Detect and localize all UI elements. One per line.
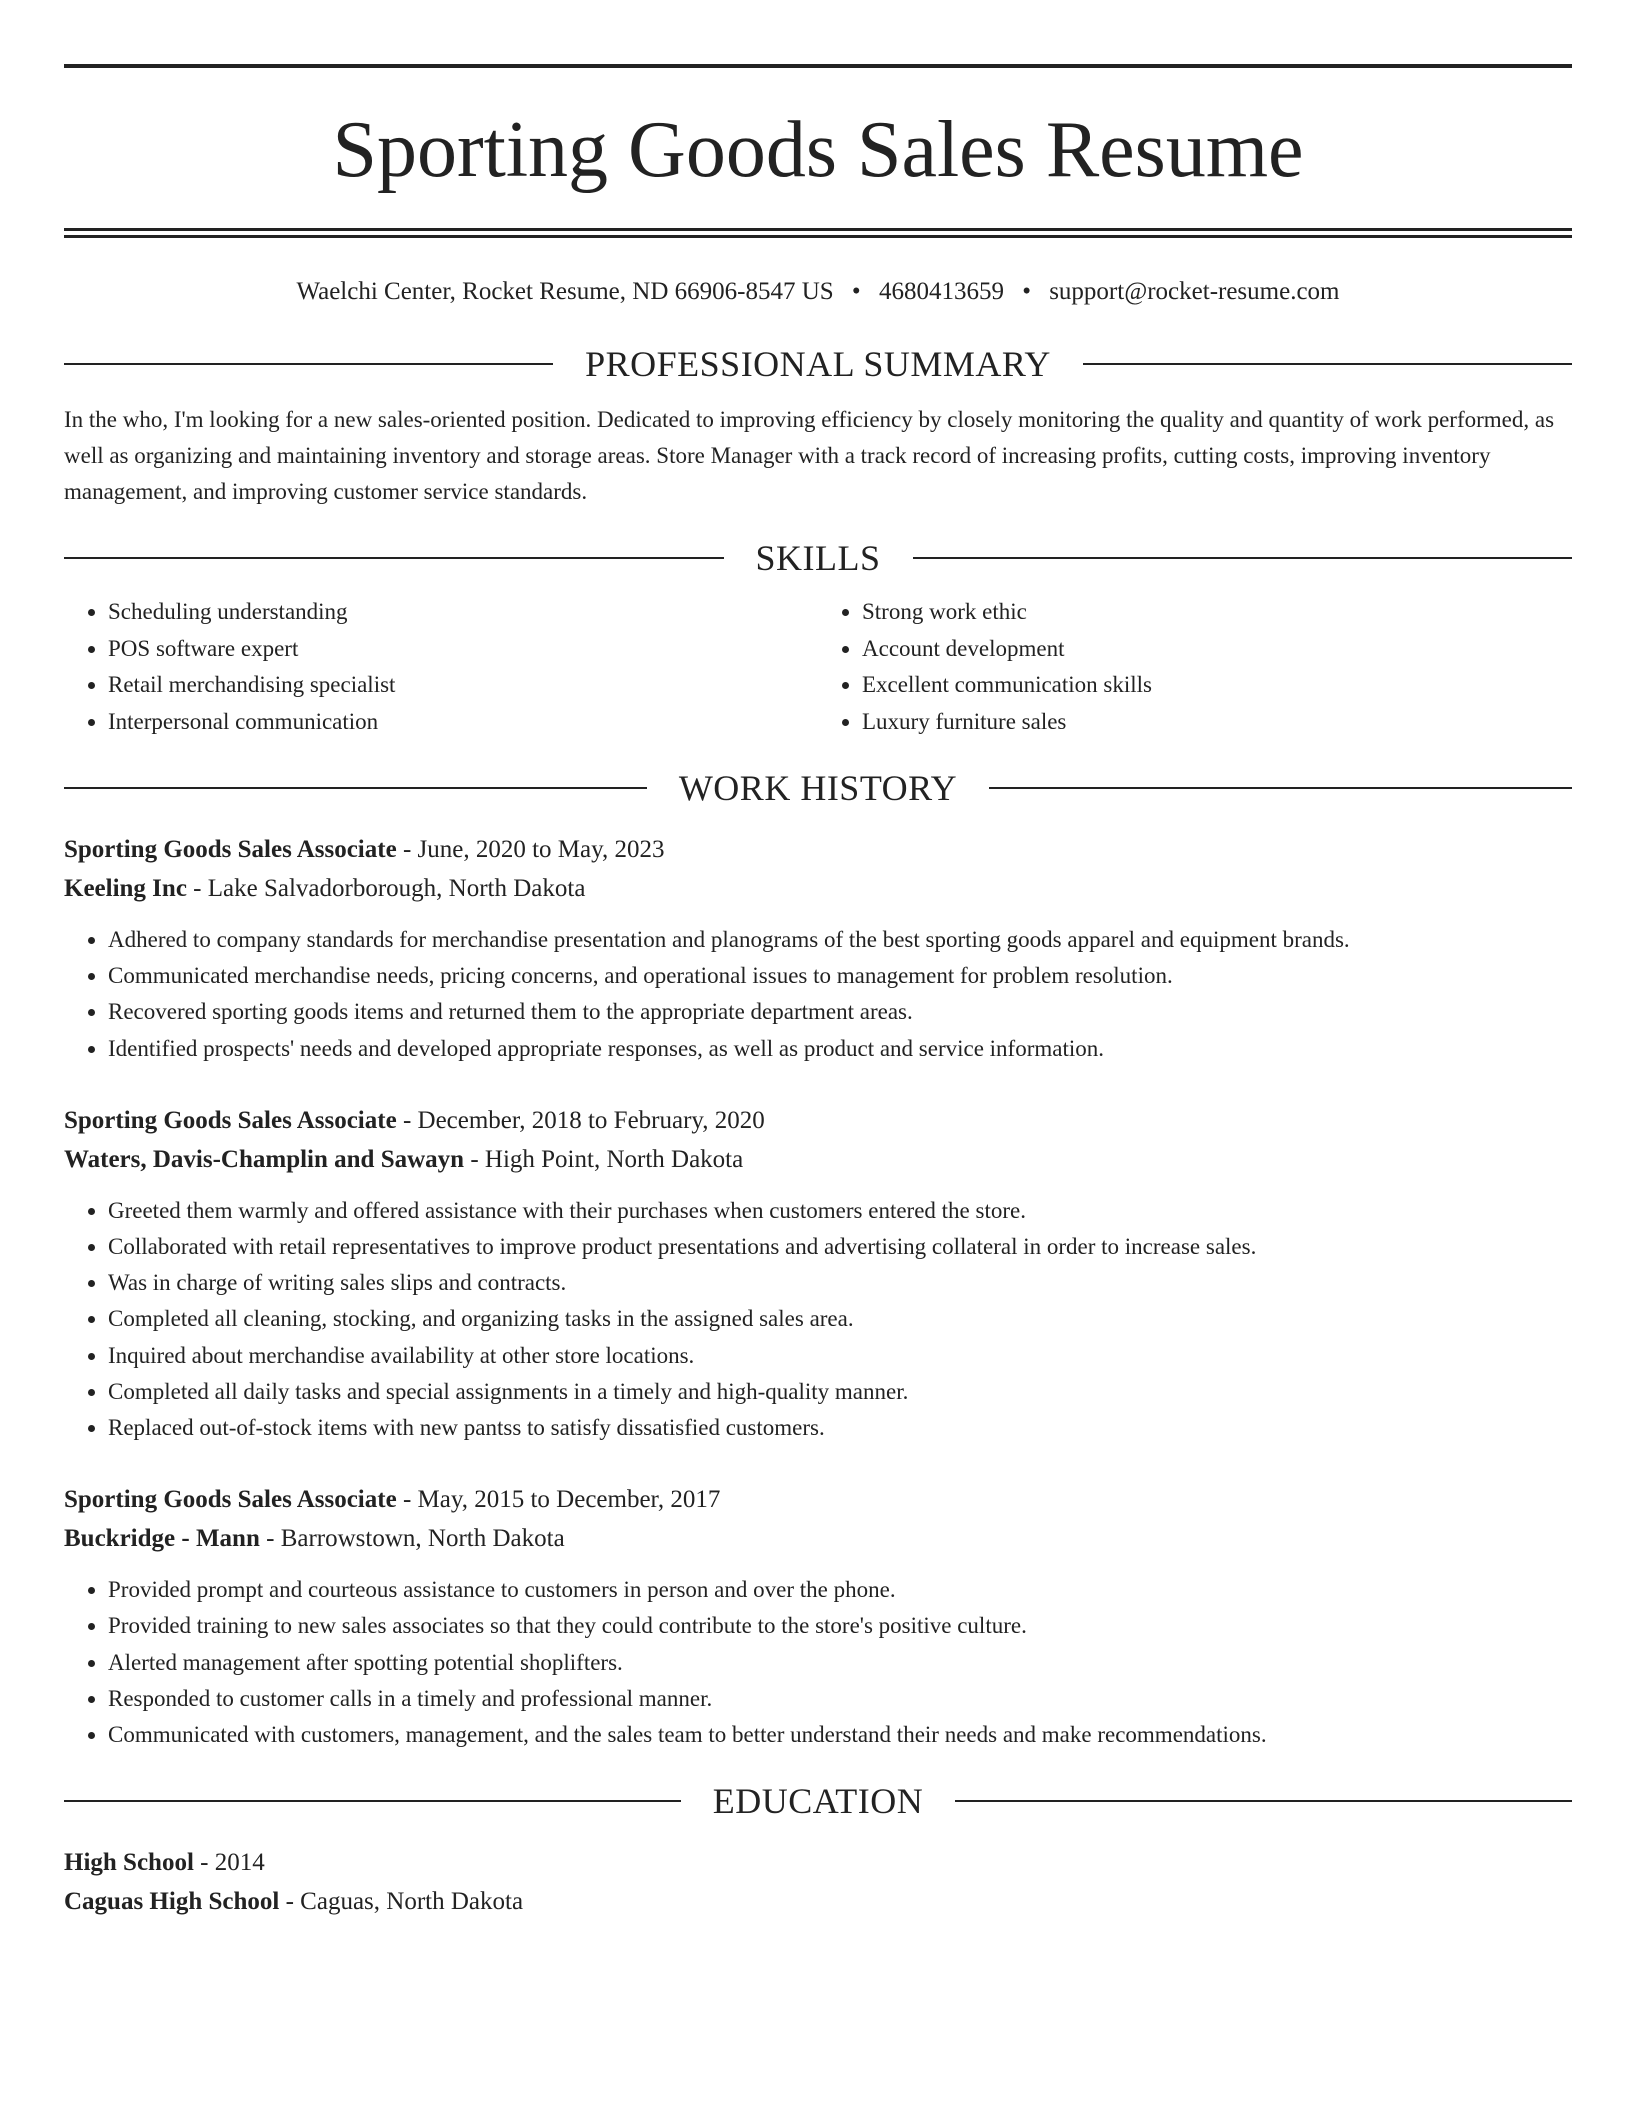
job-location: Lake Salvadorborough, North Dakota [207, 875, 586, 902]
job-duties [64, 922, 1572, 1067]
education-location: Caguas, North Dakota [300, 1888, 524, 1916]
job-entry [64, 830, 1572, 1067]
duty-item: • Communicated merchandise needs, pricing concerns, and operational issues to management for problem resolution. [108, 958, 1572, 994]
job-duties [64, 1193, 1572, 1446]
job-entry [64, 1101, 1572, 1446]
dash: - [470, 1145, 479, 1173]
job-company-line [64, 869, 1572, 908]
job-company-line [64, 1519, 1572, 1558]
education-degree: High School [64, 1849, 194, 1877]
dash: - [402, 1106, 412, 1134]
skills-list [64, 594, 1572, 740]
education-year: 2014 [214, 1849, 265, 1877]
section-title: SKILLS [755, 538, 881, 578]
education-entry [64, 1843, 1572, 1921]
skill-item: • Scheduling understanding [108, 594, 818, 631]
duty-item: • Inquired about merchandise availability at other store locations. [108, 1338, 1572, 1374]
duty-item: • Alerted management after spotting potential shoplifters. [108, 1645, 1572, 1681]
job-location: Barrowstown, North Dakota [280, 1525, 565, 1553]
job-dates: December, 2018 to February, 2020 [417, 1106, 765, 1134]
dash: - [200, 1849, 209, 1877]
skill-item: • Strong work ethic [862, 594, 1572, 631]
job-location: High Point, North Dakota [484, 1145, 744, 1173]
title-double-rule [64, 228, 1572, 238]
dash: - [266, 1525, 275, 1553]
job-company: Keeling Inc [64, 875, 187, 902]
contact-phone: 4680413659 [878, 278, 1004, 305]
job-company: Buckridge - Mann [64, 1525, 260, 1553]
skills-column-right [818, 594, 1572, 740]
education-school-line [64, 1882, 1572, 1921]
duty-item: • Communicated with customers, management, and the sales team to better understand their needs and make recommendations. [108, 1717, 1572, 1753]
top-rule [64, 64, 1572, 68]
job-title-line [64, 830, 1572, 869]
section-heading-summary [64, 342, 1572, 386]
contact-address: Waelchi Center, Rocket Resume, ND 66906-8547 US [296, 278, 834, 305]
duty-item: • Collaborated with retail representatives to improve product presentations and advertising collateral in order to increase sales. [108, 1229, 1572, 1265]
duty-item: • Recovered sporting goods items and returned them to the appropriate department areas. [108, 994, 1572, 1030]
job-title-line [64, 1101, 1572, 1140]
job-title-line [64, 1480, 1572, 1519]
heading-rule [913, 557, 1573, 559]
contact-separator: • [1022, 278, 1031, 305]
dash: - [193, 875, 202, 902]
job-company: Waters, Davis-Champlin and Sawayn [64, 1145, 465, 1173]
job-title: Sporting Goods Sales Associate [64, 1106, 397, 1134]
resume-title: Sporting Goods Sales Resume [332, 106, 1304, 194]
duty-item: • Adhered to company standards for merchandise presentation and planograms of the best sporting goods apparel and equipment brands. [108, 922, 1572, 958]
education-school: Caguas High School [64, 1888, 280, 1916]
skill-item: • POS software expert [108, 631, 818, 668]
skill-item: • Account development [862, 631, 1572, 668]
job-company-line [64, 1140, 1572, 1179]
job-entry [64, 1480, 1572, 1753]
skill-item: • Retail merchandising specialist [108, 667, 818, 704]
duty-item: • Replaced out-of-stock items with new pantss to satisfy dissatisfied customers. [108, 1410, 1572, 1446]
skill-item: • Interpersonal communication [108, 704, 818, 741]
heading-rule [64, 363, 553, 365]
contact-separator: • [851, 278, 861, 305]
job-dates: June, 2020 to May, 2023 [417, 836, 665, 863]
job-title: Sporting Goods Sales Associate [64, 836, 397, 863]
section-heading-education [64, 1779, 1572, 1823]
heading-rule [955, 1800, 1572, 1802]
duty-item: • Completed all cleaning, stocking, and organizing tasks in the assigned sales area. [108, 1301, 1572, 1337]
section-heading-skills [64, 536, 1572, 580]
skill-item: • Excellent communication skills [862, 667, 1572, 704]
job-dates: May, 2015 to December, 2017 [417, 1486, 721, 1514]
heading-rule [64, 1800, 681, 1802]
duty-item: • Provided prompt and courteous assistance to customers in person and over the phone. [108, 1572, 1572, 1608]
duty-item: • Responded to customer calls in a timely and professional manner. [108, 1681, 1572, 1717]
section-title: WORK HISTORY [678, 768, 958, 808]
job-title: Sporting Goods Sales Associate [64, 1486, 397, 1514]
dash: - [402, 1486, 412, 1514]
contact-line [64, 276, 1572, 308]
heading-rule [989, 787, 1572, 789]
education-degree-line [64, 1843, 1572, 1882]
contact-email: support@rocket-resume.com [1049, 278, 1340, 305]
section-title: PROFESSIONAL SUMMARY [585, 344, 1051, 384]
heading-rule [1083, 363, 1572, 365]
duty-item: • Identified prospects' needs and developed appropriate responses, as well as product and service information. [108, 1031, 1572, 1067]
heading-rule [64, 787, 647, 789]
summary-text: In the who, I'm looking for a new sales-oriented position. Dedicated to improving efficiency by closely monitoring the quality and quantity of work performed, as well as organizing and maintaining inventory and storage areas. Store Manager with a track record of increasing profits, cutting costs, improving inventory management, and improving customer service standards. [64, 407, 1555, 504]
section-heading-work [64, 766, 1572, 810]
duty-item: • Completed all daily tasks and special assignments in a timely and high-quality manner. [108, 1374, 1572, 1410]
dash: - [285, 1888, 294, 1916]
section-title: EDUCATION [712, 1781, 924, 1822]
skill-item: • Luxury furniture sales [862, 704, 1572, 741]
skills-column-left [64, 594, 818, 740]
resume-page [64, 64, 1572, 1921]
heading-rule [64, 557, 724, 559]
duty-item: • Was in charge of writing sales slips and contracts. [108, 1265, 1572, 1301]
dash: - [402, 836, 412, 863]
duty-item: • Greeted them warmly and offered assistance with their purchases when customers entered the store. [108, 1193, 1572, 1229]
duty-item: • Provided training to new sales associates so that they could contribute to the store's positive culture. [108, 1608, 1572, 1644]
job-duties [64, 1572, 1572, 1753]
